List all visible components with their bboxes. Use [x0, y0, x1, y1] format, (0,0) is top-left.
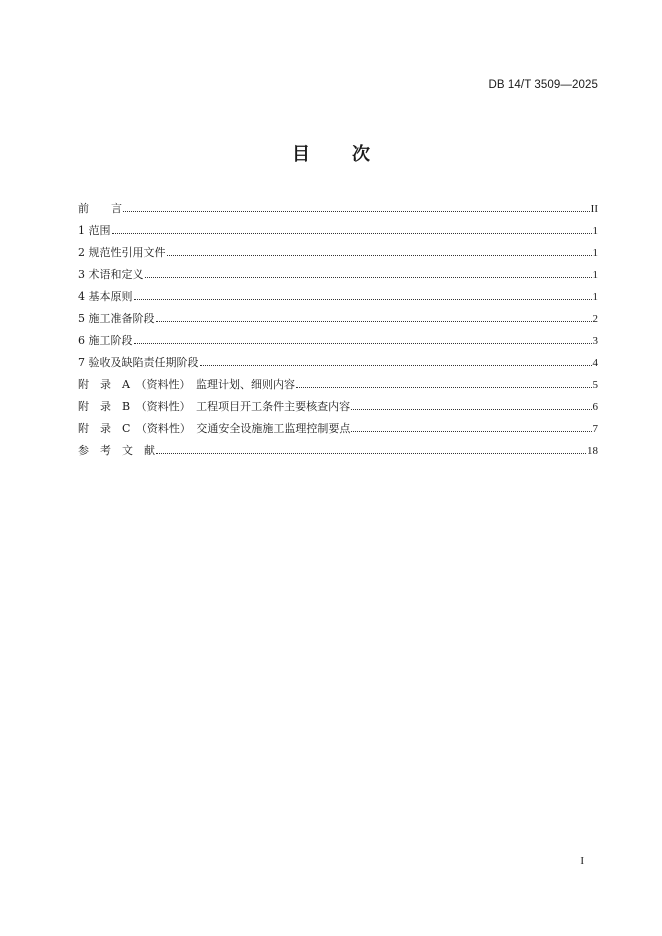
toc-entry-label: 附 录 C （资料性） 交通安全设施施工监理控制要点 [78, 422, 351, 435]
toc-title [0, 140, 662, 166]
toc-entry-label: 附 录 A （资料性） 监理计划、细则内容 [78, 378, 295, 391]
toc-title-char: 目 [292, 144, 310, 165]
toc-entry-page: II [590, 203, 598, 215]
toc-entry-page: 6 [592, 401, 598, 413]
dot-leader [123, 211, 590, 212]
toc-entry-page: 5 [592, 379, 598, 391]
toc-entry-acceptance-stage[interactable] [78, 355, 598, 377]
toc-entry-label: 1 范围 [78, 224, 111, 237]
toc-entry-label: 7 验收及缺陷责任期阶段 [78, 356, 199, 369]
dot-leader [156, 321, 592, 322]
toc-list [78, 201, 598, 465]
toc-entry-page: 3 [592, 335, 598, 347]
toc-entry-construction-stage[interactable] [78, 333, 598, 355]
toc-entry-appendix-b[interactable] [78, 399, 598, 421]
toc-entry-page: 1 [592, 247, 598, 259]
toc-title-char: 次 [352, 144, 370, 165]
toc-entry-page: 1 [592, 291, 598, 303]
dot-leader [134, 299, 592, 300]
toc-entry-appendix-a[interactable] [78, 377, 598, 399]
dot-leader [351, 409, 591, 410]
page-number: I [580, 855, 584, 867]
toc-entry-page: 2 [592, 313, 598, 325]
toc-entry-label: 6 施工阶段 [78, 334, 133, 347]
toc-entry-label: 前 言 [78, 202, 122, 215]
toc-entry-basic-principles[interactable] [78, 289, 598, 311]
document-code: DB 14/T 3509—2025 [488, 79, 598, 91]
toc-entry-foreword[interactable] [78, 201, 598, 223]
toc-entry-page: 4 [592, 357, 598, 369]
toc-entry-label: 4 基本原则 [78, 290, 133, 303]
dot-leader [156, 453, 586, 454]
toc-entry-page: 7 [592, 423, 598, 435]
toc-entry-bibliography[interactable] [78, 443, 598, 465]
toc-entry-page: 18 [587, 445, 598, 457]
toc-entry-page: 1 [592, 269, 598, 281]
toc-entry-normative-references[interactable] [78, 245, 598, 267]
dot-leader [112, 233, 592, 234]
toc-entry-label: 3 术语和定义 [78, 268, 144, 281]
toc-entry-label: 参 考 文 献 [78, 444, 155, 457]
dot-leader [134, 343, 592, 344]
toc-entry-terms-definitions[interactable] [78, 267, 598, 289]
toc-entry-label: 附 录 B （资料性） 工程项目开工条件主要核查内容 [78, 400, 351, 413]
toc-entry-preparation-stage[interactable] [78, 311, 598, 333]
dot-leader [167, 255, 592, 256]
dot-leader [351, 431, 591, 432]
toc-entry-label: 5 施工准备阶段 [78, 312, 155, 325]
dot-leader [296, 387, 592, 388]
toc-entry-page: 1 [592, 225, 598, 237]
toc-entry-label: 2 规范性引用文件 [78, 246, 166, 259]
dot-leader [200, 365, 592, 366]
toc-entry-scope[interactable] [78, 223, 598, 245]
toc-entry-appendix-c[interactable] [78, 421, 598, 443]
dot-leader [145, 277, 592, 278]
